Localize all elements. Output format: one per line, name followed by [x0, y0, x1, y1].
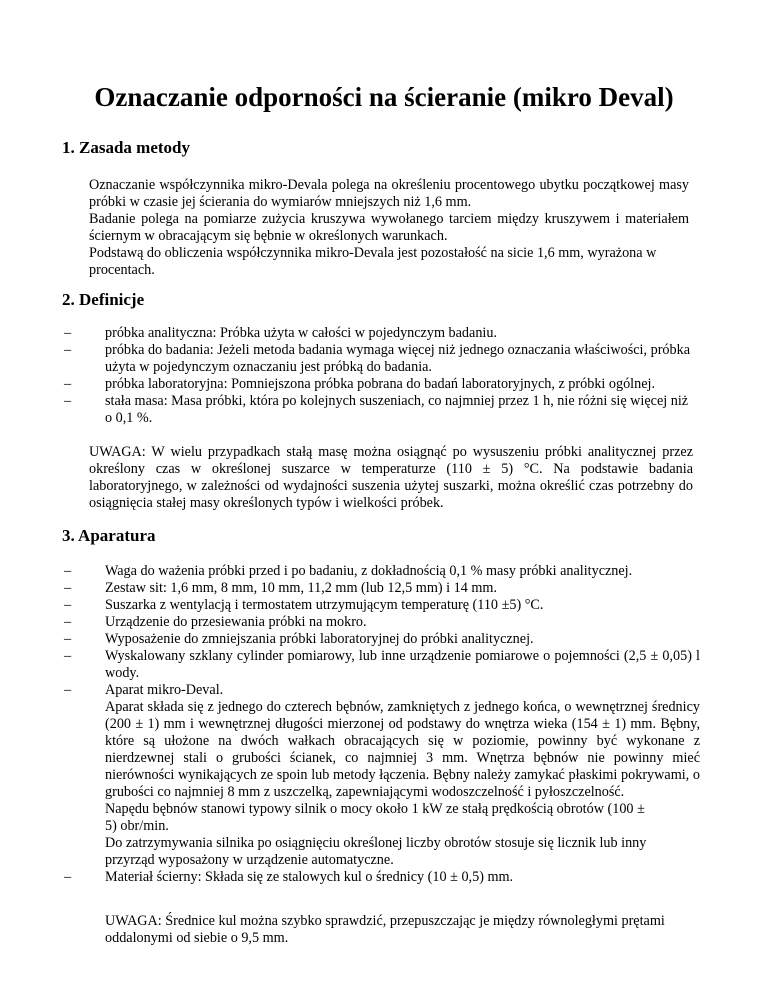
- section-heading-aparatura: 3. Aparatura: [62, 526, 156, 545]
- aparat-drive: Napędu bębnów stanowi typowy silnik o mocy około 1 kW ze stałą prędkością obrotów (100 ± 5) obr/min.: [105, 801, 645, 834]
- list-item: – Materiał ścierny: Składa się ze stalowych kul o średnicy (10 ± 0,5) mm.: [64, 869, 700, 886]
- definitions-list: [64, 325, 696, 427]
- list-item: – Wyposażenie do zmniejszania próbki laboratoryjnej do próbki analitycznej.: [64, 631, 700, 648]
- section-heading-definicje: 2. Definicje: [62, 290, 145, 309]
- aparat-label: – Aparat mikro-Deval.: [105, 682, 224, 698]
- note-paragraph: UWAGA: Średnice kul można szybko sprawdzić, przepuszczając je między równoległymi prętami oddalonymi od siebie o 9,5 mm.: [105, 913, 665, 946]
- page-title: Oznaczanie odporności na ścieranie (mikro Deval): [94, 82, 674, 112]
- list-item: – próbka analityczna: Próbka użyta w całości w pojedynczym badaniu.: [64, 325, 696, 342]
- list-item: – Suszarka z wentylacją i termostatem utrzymującym temperaturę (110 ±5) °C.: [64, 597, 700, 614]
- section-heading-zasada: 1. Zasada metody: [62, 138, 190, 157]
- list-item: – Waga do ważenia próbki przed i po badaniu, z dokładnością 0,1 % masy próbki analitycznej.: [64, 563, 700, 580]
- apparatus-list: [64, 563, 700, 886]
- aparat-description: Aparat składa się z jednego do czterech bębnów, zamkniętych z jednego końca, o wewnętrznej średnicy (200 ± 1) mm i wewnętrznej długości mierzonej od podstawy do wnętrza wieka (154 ± 1) mm. Bębny, które są ułożone na dwóch wałkach obracających się w poziomie, powinny być wykonane z nierdzewnej stali o grubości ścianek, co najmniej 3 mm. Wnętrza bębnów nie powinny mieć nierówności wynikających ze spoin lub metody łączenia. Bębny należy zamykać płaskimi pokrywami, o grubości co najmniej 8 mm z uszczelką, zapewniającymi wodoszczelność i pyłoszczelność.: [105, 699, 700, 800]
- list-item: – Urządzenie do przesiewania próbki na mokro.: [64, 614, 700, 631]
- note-paragraph: UWAGA: W wielu przypadkach stałą masę można osiągnąć po wysuszeniu próbki analitycznej przez określony czas w określonej suszarce w temperaturze (110 ± 5) °C. Na podstawie badania laboratoryjnego, w zależności od wydajności suszenia użytej suszarki, można określić czas potrzebny do osiągnięcia stałej masy określonych typów i wielkości próbek.: [89, 444, 693, 511]
- list-item: – Wyskalowany szklany cylinder pomiarowy, lub inne urządzenie pomiarowe o pojemności (2,5 ± 0,05) l wody.: [64, 648, 700, 682]
- list-item: – próbka laboratoryjna: Pomniejszona próbka pobrana do badań laboratoryjnych, z próbki ogólnej.: [64, 376, 696, 393]
- list-item: – próbka do badania: Jeżeli metoda badania wymaga więcej niż jednego oznaczania właściwości, próbka użyta w pojedynczym oznaczaniu jest próbką do badania.: [64, 342, 696, 376]
- list-item: – Zestaw sit: 1,6 mm, 8 mm, 10 mm, 11,2 mm (lub 12,5 mm) i 14 mm.: [64, 580, 700, 597]
- aparat-counter: Do zatrzymywania silnika po osiągnięciu określonej liczby obrotów stosuje się licznik lub inny przyrząd wyposażony w urządzenie automatyczne.: [105, 835, 647, 868]
- paragraph: Podstawą do obliczenia współczynnika mikro-Devala jest pozostałość na sicie 1,6 mm, wyrażona w procentach.: [89, 245, 657, 278]
- paragraph: Badanie polega na pomiarze zużycia kruszywa wywołanego tarciem między kruszywem i materiałem ściernym w obracającym się bębnie w określonych warunkach.: [89, 211, 689, 244]
- paragraph: Oznaczanie współczynnika mikro-Devala polega na określeniu procentowego ubytku początkowej masy próbki w czasie jej ścierania do wymiarów mniejszych niż 1,6 mm.: [89, 177, 689, 210]
- list-item-aparat: [64, 682, 700, 869]
- list-item: – stała masa: Masa próbki, która po kolejnych suszeniach, co najmniej przez 1 h, nie różni się więcej niż o 0,1 %.: [64, 393, 696, 427]
